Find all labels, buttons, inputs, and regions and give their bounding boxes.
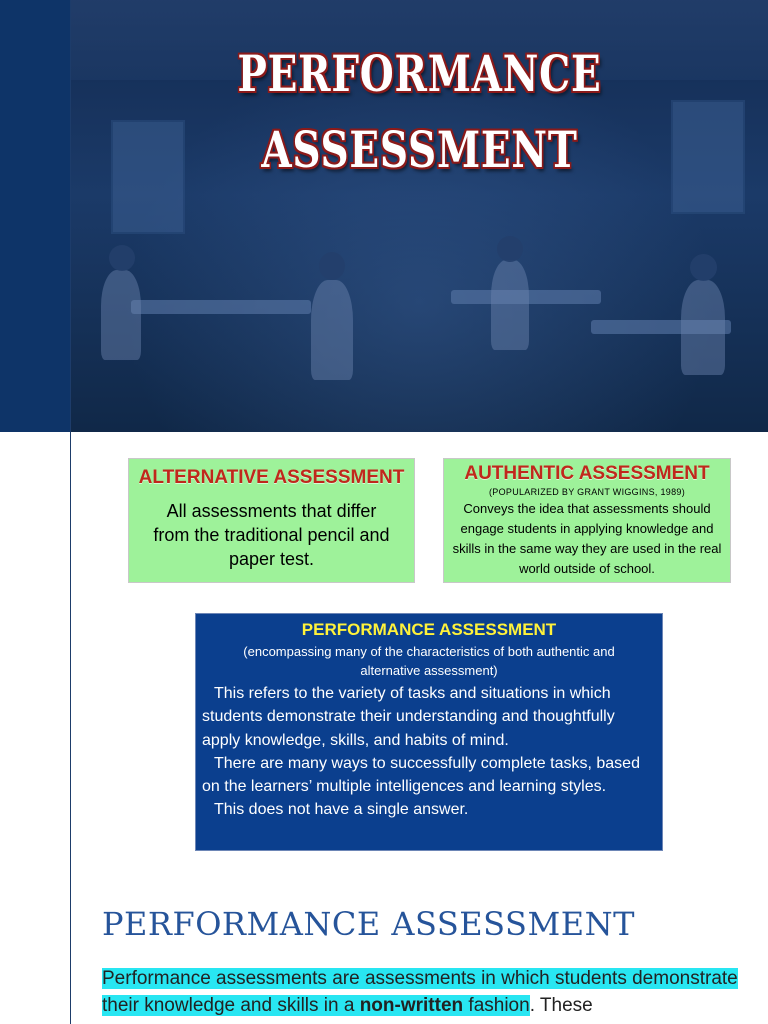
authentic-assessment-definition: Conveys the idea that assessments should engage students in applying knowledge and skills in the same way they are used in the real world outside of school. bbox=[452, 501, 722, 576]
performance-assessment-heading: PERFORMANCE ASSESSMENT bbox=[301, 620, 557, 639]
paragraph-bold-highlight: non-written bbox=[359, 995, 464, 1016]
performance-paragraph: This does not have a single answer. bbox=[214, 801, 469, 819]
hero-student bbox=[311, 280, 353, 380]
section-title: PERFORMANCE ASSESSMENT bbox=[102, 905, 635, 943]
hero-student bbox=[491, 260, 529, 350]
authentic-assessment-note: (POPULARIZED BY GRANT WIGGINS, 1989) bbox=[488, 487, 685, 497]
hero-title-line1: PERFORMANCE bbox=[237, 44, 602, 103]
paragraph-highlight-text: Performance assessments are assessments in which students demonstrate their knowledge and skills in a bbox=[102, 968, 738, 1016]
paragraph-highlight-text: fashion bbox=[463, 995, 530, 1016]
alternative-assessment-definition: All assessments that differ from the traditional pencil and paper test. bbox=[153, 501, 390, 569]
hero-table bbox=[131, 300, 311, 314]
paragraph-text: . These bbox=[529, 995, 593, 1016]
hero-student bbox=[101, 270, 141, 360]
alternative-assessment-heading: ALTERNATIVE ASSESSMENT bbox=[138, 467, 405, 488]
hero-student-head bbox=[690, 254, 717, 281]
performance-assessment-subheading: (encompassing many of the characteristics of both authentic and alternative assessment) bbox=[243, 644, 615, 678]
performance-paragraph: This refers to the variety of tasks and situations in which students demonstrate their understanding and thoughtfully apply knowledge, skills, and habits of mind. bbox=[202, 685, 615, 749]
authentic-assessment-heading: AUTHENTIC ASSESSMENT bbox=[464, 463, 710, 484]
hero-student-head bbox=[109, 245, 135, 271]
authentic-assessment-box bbox=[443, 458, 731, 583]
section-paragraph bbox=[102, 965, 752, 1019]
performance-assessment-body bbox=[202, 682, 652, 822]
hero-student-head bbox=[319, 252, 345, 280]
hero-student-head bbox=[497, 236, 523, 262]
alternative-assessment-box bbox=[128, 458, 415, 583]
performance-assessment-box bbox=[195, 613, 663, 851]
performance-paragraph: There are many ways to successfully complete tasks, based on the learners’ multiple intelligences and learning styles. bbox=[202, 754, 640, 796]
hero-title-line2: ASSESSMENT bbox=[261, 120, 578, 179]
hero-student bbox=[681, 280, 725, 375]
hero-classroom-image bbox=[71, 0, 768, 432]
left-sidebar-bar bbox=[0, 0, 70, 432]
